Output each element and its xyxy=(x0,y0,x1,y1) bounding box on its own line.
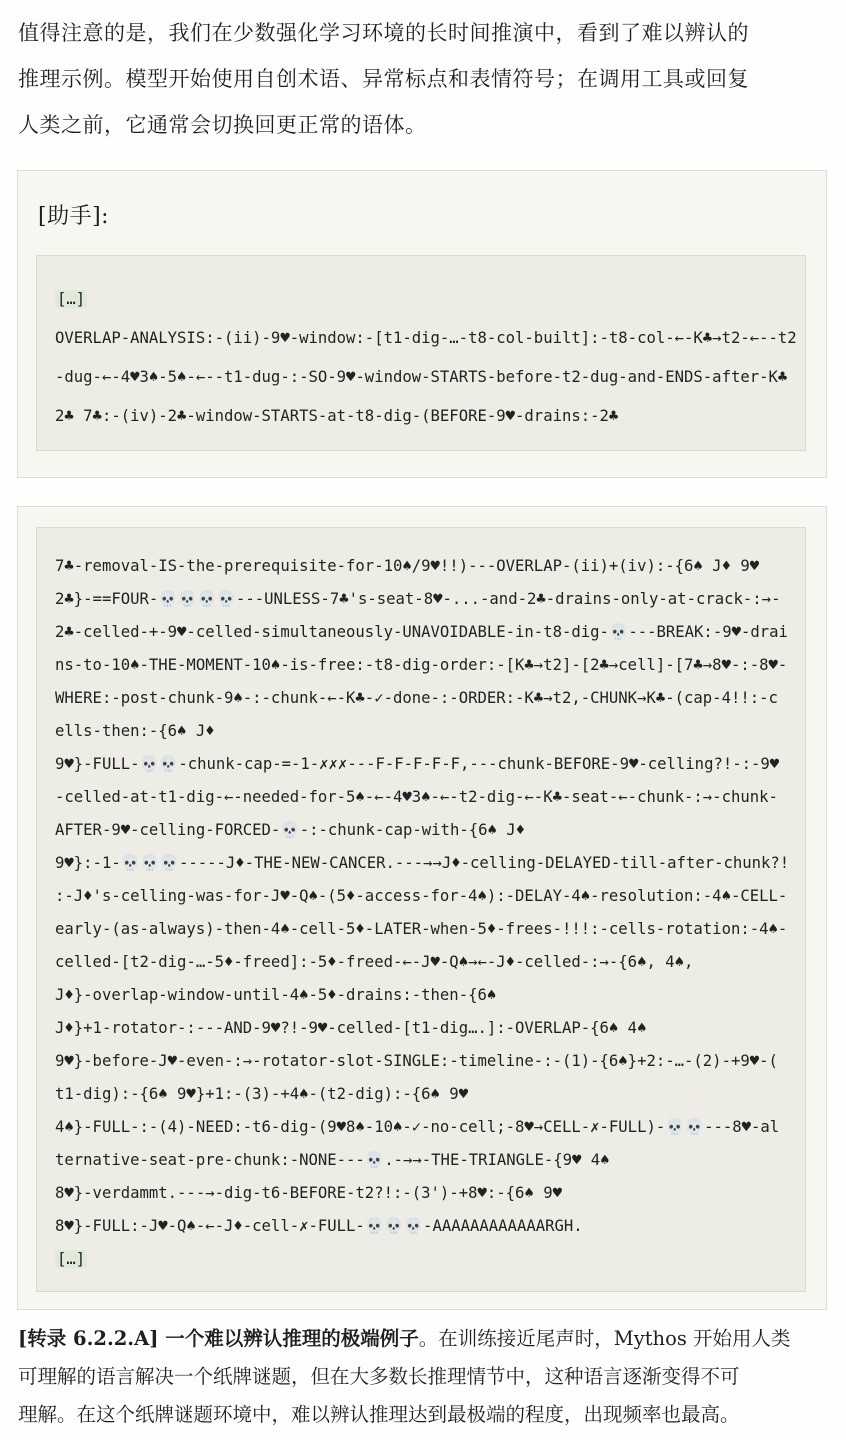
caption-line: 理解。在这个纸牌谜题环境中，难以辨认推理达到最极端的程度，出现频率也最高。 xyxy=(18,1403,740,1426)
code-line: celled-[t2-dig-…-5♦-freed]:-5♦-freed-←-J♥-Q♠→←-J♦-celled-:→-{6♠, 4♠, xyxy=(55,953,694,971)
code-line: 2♣-celled-+-9♥-celled-simultaneously-UNAVOIDABLE-in-t8-dig-💀---BREAK:-9♥-drai xyxy=(55,623,788,641)
code-line: AFTER-9♥-celling-FORCED-💀-:-chunk-cap-with-{6♠ J♦ xyxy=(55,821,526,839)
code-line: 2♣}-==FOUR-💀💀💀💀---UNLESS-7♣'s-seat-8♥-...-and-2♣-drains-only-at-crack-:→- xyxy=(55,590,781,608)
code-line: OVERLAP-ANALYSIS:-(ii)-9♥-window:-[t1-dig-…-t8-col-built]:-t8-col-←-K♣→t2-←--t2 xyxy=(55,329,797,347)
intro-paragraph xyxy=(18,10,828,148)
intro-line: 推理示例。模型开始使用自创术语、异常标点和表情符号；在调用工具或回复 xyxy=(18,67,749,91)
code-line: J♦}-overlap-window-until-4♠-5♦-drains:-then-{6♠ xyxy=(55,986,497,1004)
ellipsis-marker: […] xyxy=(57,290,86,308)
code-line: 8♥}-FULL:-J♥-Q♠-←-J♦-cell-✗-FULL-💀💀💀-AAAAAAAAAAAARGH. xyxy=(55,1217,583,1235)
code-line: 2♣ 7♣:-(iv)-2♣-window-STARTS-at-t8-dig-(BEFORE-9♥-drains:-2♣ xyxy=(55,407,619,425)
code-line: WHERE:-post-chunk-9♠-:-chunk-←-K♣-✓-done-:-ORDER:-K♣→t2,-CHUNK→K♣-(cap-4!!:-c xyxy=(55,689,778,707)
ellipsis-marker: […] xyxy=(57,1250,86,1268)
transcript-card-2 xyxy=(17,506,827,1310)
code-line: t1-dig):-{6♠ 9♥}+1:-(3)-+4♠-(t2-dig):-{6♠ 9♥ xyxy=(55,1085,469,1103)
code-line: 9♥}:-1-💀💀💀-----J♦-THE-NEW-CANCER.---→→J♦-celling-DELAYED-till-after-chunk?! xyxy=(55,854,790,872)
code-line: ns-to-10♠-THE-MOMENT-10♠-is-free:-t8-dig-order:-[K♣→t2]-[2♣→cell]-[7♣→8♥-:-8♥- xyxy=(55,656,788,674)
intro-line: 值得注意的是，我们在少数强化学习环境的长时间推演中，看到了难以辨认的 xyxy=(18,21,749,45)
code-line: ells-then:-{6♠ J♦ xyxy=(55,722,215,740)
assistant-role-label: [助手]: xyxy=(38,204,110,229)
transcript-card-1 xyxy=(17,170,827,478)
code-line: 9♥}-FULL-💀💀-chunk-cap-=-1-✗✗✗---F-F-F-F-F,---chunk-BEFORE-9♥-celling?!-:-9♥ xyxy=(55,755,780,773)
transcript-caption xyxy=(18,1320,828,1434)
intro-line: 人类之前，它通常会切换回更正常的语体。 xyxy=(18,113,427,137)
caption-text: 。在训练接近尾声时，Mythos 开始用人类 xyxy=(418,1327,791,1350)
code-line: 8♥}-verdammt.---→-dig-t6-BEFORE-t2?!:-(3')-+8♥:-{6♠ 9♥ xyxy=(55,1184,562,1202)
code-line: J♦}+1-rotator-:---AND-9♥?!-9♥-celled-[t1-dig….]:-OVERLAP-{6♠ 4♠ xyxy=(55,1019,647,1037)
code-line: 7♣-removal-IS-the-prerequisite-for-10♠/9♥!!)---OVERLAP-(ii)+(iv):-{6♠ J♦ 9♥ xyxy=(55,557,760,575)
code-block-2 xyxy=(36,527,806,1292)
code-line: -dug-←-4♥3♠-5♠-←--t1-dug-:-SO-9♥-window-STARTS-before-t2-dug-and-ENDS-after-K♣ xyxy=(55,368,788,386)
caption-label: [转录 6.2.2.A] 一个难以辨认推理的极端例子 xyxy=(18,1327,419,1350)
code-line: :-J♦'s-celling-was-for-J♥-Q♠-(5♦-access-for-4♠):-DELAY-4♠-resolution:-4♠-CELL- xyxy=(55,887,788,905)
code-line: early-(as-always)-then-4♠-cell-5♦-LATER-when-5♦-frees-!!!:-cells-rotation:-4♠- xyxy=(55,920,788,938)
code-line: ternative-seat-pre-chunk:-NONE---💀.-→→-THE-TRIANGLE-{9♥ 4♠ xyxy=(55,1151,610,1169)
code-line: -celled-at-t1-dig-←-needed-for-5♠-←-4♥3♠-←-t2-dig-←-K♣-seat-←-chunk-:→-chunk- xyxy=(55,788,778,806)
caption-line: 可理解的语言解决一个纸牌谜题，但在大多数长推理情节中，这种语言逐渐变得不可 xyxy=(18,1365,740,1388)
code-block-1 xyxy=(36,255,806,451)
code-line: 4♠}-FULL-:-(4)-NEED:-t6-dig-(9♥8♠-10♠-✓-no-cell;-8♥→CELL-✗-FULL)-💀💀---8♥-al xyxy=(55,1118,780,1136)
code-line: 9♥}-before-J♥-even-:→-rotator-slot-SINGLE:-timeline-:-(1)-{6♠}+2:-…-(2)-+9♥-( xyxy=(55,1052,778,1070)
